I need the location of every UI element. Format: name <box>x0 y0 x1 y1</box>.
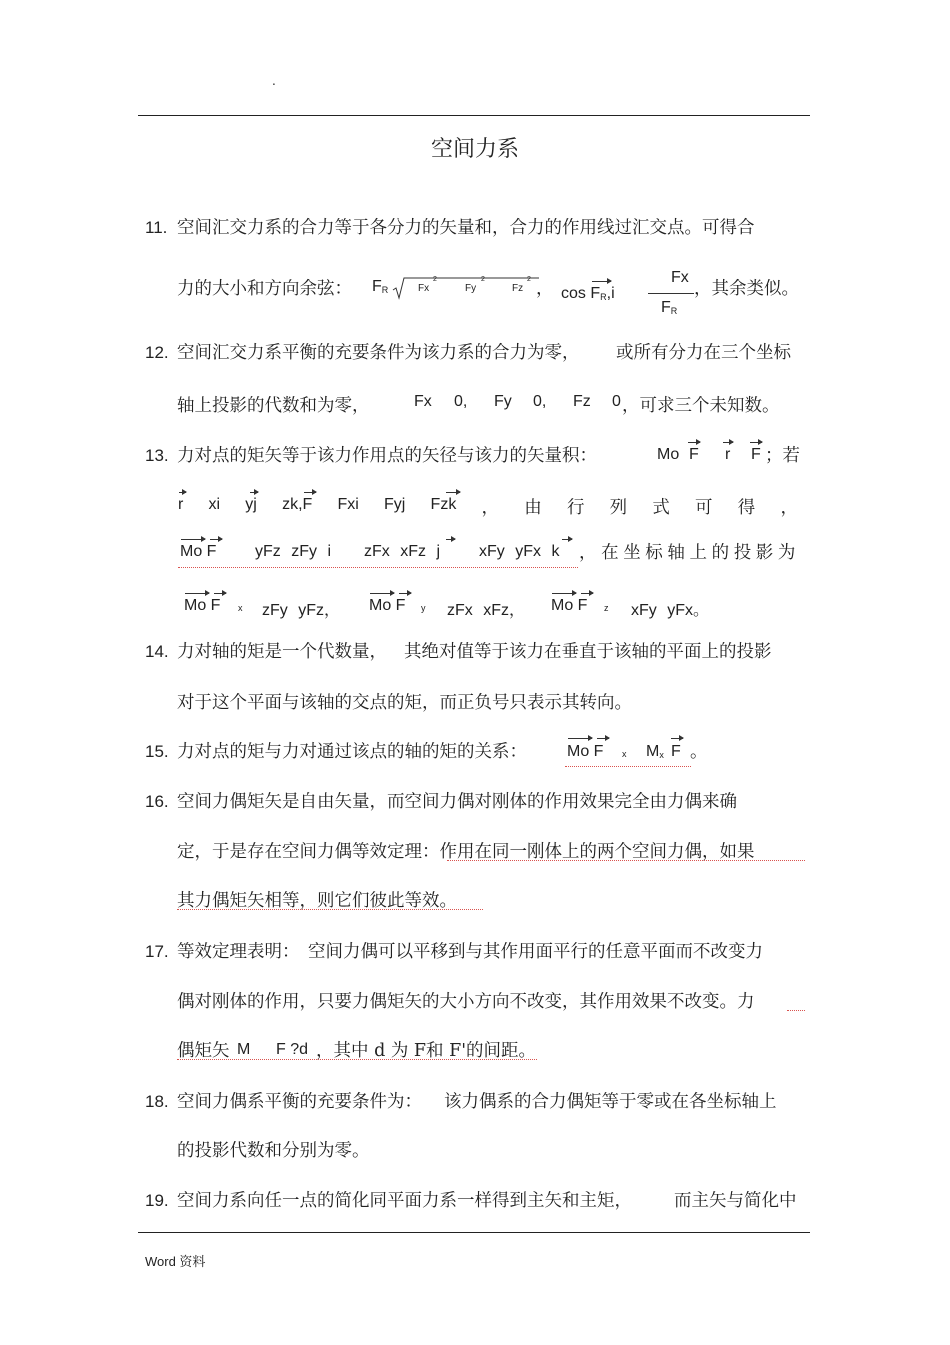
header-dot: . <box>272 74 276 88</box>
p15-f-arrow <box>597 738 609 739</box>
item-16-line1: 空间力偶矩矢是自由矢量，而空间力偶对刚体的作用效果完全由力偶来确 <box>177 792 737 812</box>
row4-sub-x: x <box>238 603 243 613</box>
item-12-line1a: 空间汇交力系平衡的充要条件为该力系的合力为零， <box>177 343 580 363</box>
row4-sub-z: z <box>604 603 609 613</box>
row3-mo-arrow <box>181 539 205 540</box>
item-12-line1b: 或所有分力在三个坐标 <box>616 343 791 363</box>
sqrt-fx: Fx <box>418 283 430 294</box>
row2-lie: 列 <box>609 497 628 517</box>
p17-squiggle-2 <box>177 1059 537 1060</box>
row3-j-arrow <box>446 539 455 540</box>
item-14-line1b: 其绝对值等于该力在垂直于该轴的平面上的投影 <box>404 642 772 662</box>
item-17-line2: 偶对刚体的作用，只要力偶矩矢的大小方向不改变，其作用效果不改变。力 <box>177 992 755 1012</box>
m13-r: r <box>725 446 731 463</box>
row2-xi: xi <box>208 496 221 513</box>
row2-de: 得 <box>737 497 756 517</box>
cos-f-arrow <box>592 281 611 282</box>
p17-fd: F ?d <box>276 1041 309 1058</box>
row4-mo2: Mo F <box>369 597 406 614</box>
row4-y-proj: zFx xFz， <box>447 602 525 619</box>
m13-mo: Mo <box>657 446 680 463</box>
frac-bar <box>648 293 694 294</box>
p15-sub-x: x <box>622 749 627 759</box>
frac-denominator <box>661 299 677 317</box>
row2-you: 由 <box>524 497 542 517</box>
eq-fz: Fz <box>573 393 591 410</box>
row2-k-arrow <box>446 492 460 493</box>
cos-label <box>561 285 615 303</box>
row4-z-proj: xFy yFx。 <box>631 602 709 619</box>
item-18-number: 18. <box>145 1092 169 1111</box>
frac-den-f: F <box>661 299 671 316</box>
row4-mo2-arrow <box>370 593 394 594</box>
item-17-line3a: 偶矩矢 <box>177 1041 230 1061</box>
p17-m: M <box>237 1041 251 1058</box>
eq-fy-zero: 0, <box>533 393 547 410</box>
row4-f2-arrow <box>399 593 411 594</box>
header-rule <box>138 115 810 116</box>
p15-mo-arrow <box>568 738 592 739</box>
p17-squiggle-1 <box>787 1010 805 1011</box>
item-11-line1: 空间汇交力系的合力等于各分力的矢量和，合力的作用线过汇交点。可得合 <box>177 218 755 238</box>
item-11-comma: ， <box>536 279 554 299</box>
row2-ke: 可 <box>695 497 713 517</box>
eq-fx: Fx <box>414 393 432 410</box>
eq-fy: Fy <box>494 393 512 410</box>
sqrt-fz-sq: 2 <box>527 276 531 283</box>
row4-mo1-arrow <box>185 593 209 594</box>
p15-squiggle <box>565 766 691 767</box>
item-18-line1b: 该力偶系的合力偶矩等于零或在各坐标轴上 <box>444 1092 777 1112</box>
row2-shi: 式 <box>652 497 670 517</box>
row3-k-term: xFy yFx k <box>479 543 560 560</box>
item-17-number: 17. <box>145 942 169 961</box>
row2-fyj: Fyj <box>384 496 406 513</box>
row2-comma: ， <box>481 497 500 517</box>
row2-zkf: zk,F <box>282 496 313 513</box>
frac-numerator: Fx <box>671 269 689 286</box>
row3-f-arrow <box>210 539 222 540</box>
p15-mo-f: Mo F <box>567 743 604 760</box>
m13-semi: ；若 <box>765 446 800 466</box>
formula-fr <box>372 278 388 296</box>
row3-squiggle <box>178 567 578 568</box>
p16-squiggle-2 <box>177 909 483 910</box>
p15-f2-arrow <box>671 738 683 739</box>
eq-fx-zero: 0, <box>454 393 468 410</box>
item-18-line1a: 空间力偶系平衡的充要条件为： <box>177 1092 422 1112</box>
p15-mx-sub: x <box>659 750 664 760</box>
item-13-number: 13. <box>145 446 169 465</box>
row3-k-arrow <box>562 539 572 540</box>
item-19-line1b: 而主矢与简化中 <box>674 1191 797 1211</box>
item-16-line3: 其力偶矩矢相等，则它们彼此等效。 <box>177 891 457 911</box>
row2-r-arrow <box>179 492 186 493</box>
row4-mo1: Mo F <box>184 597 221 614</box>
item-13-row2 <box>178 496 798 518</box>
row2-f-arrow <box>304 492 316 493</box>
row2-r: r <box>178 496 184 513</box>
m13-f2: F <box>751 446 761 463</box>
row4-f3-arrow <box>581 593 593 594</box>
m13-f: F <box>689 446 699 463</box>
sqrt-fx-sq: 2 <box>433 276 437 283</box>
item-11-line2: 力的大小和方向余弦： <box>177 279 352 299</box>
item-19-number: 19. <box>145 1191 169 1210</box>
sqrt-fy: Fy <box>465 283 477 294</box>
page-title: 空间力系 <box>430 137 519 162</box>
item-12-number: 12. <box>145 343 169 362</box>
p15-f: F <box>671 743 681 760</box>
cos-i: ,i <box>606 285 615 302</box>
item-18-line2: 的投影代数和分别为零。 <box>177 1141 370 1161</box>
item-16-line2: 定，于是存在空间力偶等效定理：作用在同一刚体上的两个空间力偶，如果 <box>177 842 755 862</box>
item-14-line1a: 力对轴的矩是一个代数量， <box>177 642 387 662</box>
fr-letter: F <box>372 278 382 295</box>
fr-sub: R <box>381 285 389 295</box>
p15-mx <box>646 743 664 761</box>
row2-hang: 行 <box>566 497 585 517</box>
eq-fz-zero: 0 <box>612 393 621 410</box>
item-15-line1: 力对点的矩与力对通过该点的轴的矩的关系： <box>177 742 527 762</box>
sqrt-fy-sq: 2 <box>481 276 485 283</box>
row4-f1-arrow <box>214 593 226 594</box>
row4-x-proj: zFy yFz， <box>262 602 340 619</box>
row2-yj: yj <box>245 496 257 513</box>
item-12-line2b: ，可求三个未知数。 <box>622 396 780 416</box>
item-11-tail: ，其余类似。 <box>694 279 799 299</box>
row4-mo3: Mo F <box>551 597 588 614</box>
item-17-line3b: ，其中 d 为 F和 F'的间距。 <box>316 1041 537 1061</box>
row4-sub-y: y <box>421 603 426 613</box>
p15-end: 。 <box>690 742 708 762</box>
row2-comma2: ， <box>780 497 798 517</box>
row3-j-term: zFx xFz j <box>364 543 440 560</box>
item-12-line2a: 轴上投影的代数和为零， <box>177 396 370 416</box>
row2-fzk: Fzk <box>430 496 457 513</box>
footer-label: Word 资料 <box>145 1254 206 1269</box>
row4-mo3-arrow <box>552 593 576 594</box>
item-17-line1a: 等效定理表明： <box>177 942 300 962</box>
item-16-number: 16. <box>145 792 169 811</box>
item-13-line1: 力对点的矩矢等于该力作用点的矢径与该力的矢量积： <box>177 446 597 466</box>
p16-squiggle-1 <box>447 860 805 861</box>
sqrt-fz: Fz <box>512 283 524 294</box>
row2-j-arrow <box>250 492 258 493</box>
item-14-line2: 对于这个平面与该轴的交点的矩，而正负号只表示其转向。 <box>177 693 632 713</box>
m13-f2-arrow <box>750 442 762 443</box>
cos-text: cos <box>561 285 586 302</box>
item-14-number: 14. <box>145 642 169 661</box>
p15-m: M <box>646 743 660 760</box>
cos-r: R <box>600 292 607 302</box>
frac-den-r: R <box>670 306 678 316</box>
item-19-line1a: 空间力系向任一点的简化同平面力系一样得到主矢和主矩， <box>177 1191 632 1211</box>
m13-r-arrow <box>723 442 733 443</box>
cos-f: F <box>590 285 601 302</box>
item-11-number: 11. <box>145 218 168 237</box>
row3-mo-f: Mo F <box>180 543 217 560</box>
item-17-line1b: 空间力偶可以平移到与其作用面平行的任意平面而不改变力 <box>308 942 763 962</box>
m13-f-arrow <box>688 442 700 443</box>
row3-tail: ，在坐标轴上的投影为 <box>579 543 800 563</box>
item-15-number: 15. <box>145 742 169 761</box>
row2-fxi: Fxi <box>337 496 359 513</box>
footer-rule <box>138 1232 810 1233</box>
row3-i-term: yFz zFy i <box>255 543 331 560</box>
